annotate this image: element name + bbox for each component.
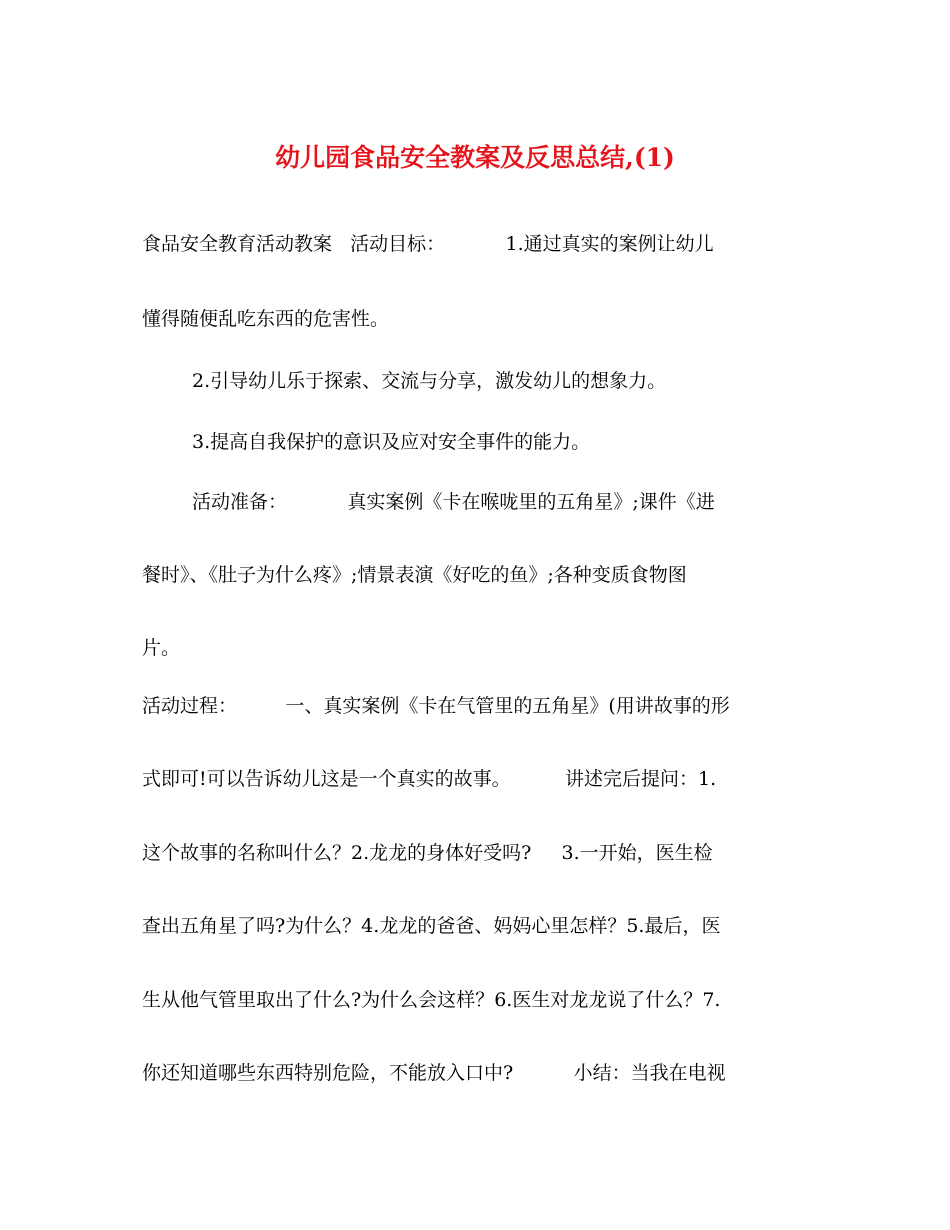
paragraph-line: 查出五角星了吗?为什么？4.龙龙的爸爸、妈妈心里怎样？5.最后，医 bbox=[142, 915, 721, 937]
document-title: 幼儿园食品安全教案及反思总结,(1) bbox=[275, 143, 675, 172]
paragraph-line: 懂得随便乱吃东西的危害性。 bbox=[142, 308, 390, 330]
paragraph-line: 活动准备： 真实案例《卡在喉咙里的五角星》;课件《进 bbox=[192, 491, 715, 513]
paragraph-line: 这个故事的名称叫什么？2.龙龙的身体好受吗? 3.一开始，医生检 bbox=[142, 842, 713, 864]
paragraph-line: 活动过程： 一、真实案例《卡在气管里的五角星》(用讲故事的形 bbox=[142, 695, 730, 717]
paragraph-line: 式即可!可以告诉幼儿这是一个真实的故事。 讲述完后提问：1. bbox=[142, 768, 717, 790]
paragraph-line: 片。 bbox=[142, 637, 181, 659]
paragraph-line: 你还知道哪些东西特别危险，不能放入口中? 小结：当我在电视 bbox=[142, 1062, 726, 1084]
paragraph-line: 餐时》、《肚子为什么疼》;情景表演《好吃的鱼》;各种变质食物图 bbox=[142, 564, 687, 586]
paragraph-line: 食品安全教育活动教案 活动目标： 1.通过真实的案例让幼儿 bbox=[142, 233, 714, 255]
paragraph-line: 3.提高自我保护的意识及应对安全事件的能力。 bbox=[192, 431, 591, 453]
paragraph-line: 生从他气管里取出了什么?为什么会这样？6.医生对龙龙说了什么？7. bbox=[142, 989, 721, 1011]
paragraph-line: 2.引导幼儿乐于探索、交流与分享，激发幼儿的想象力。 bbox=[192, 370, 667, 392]
